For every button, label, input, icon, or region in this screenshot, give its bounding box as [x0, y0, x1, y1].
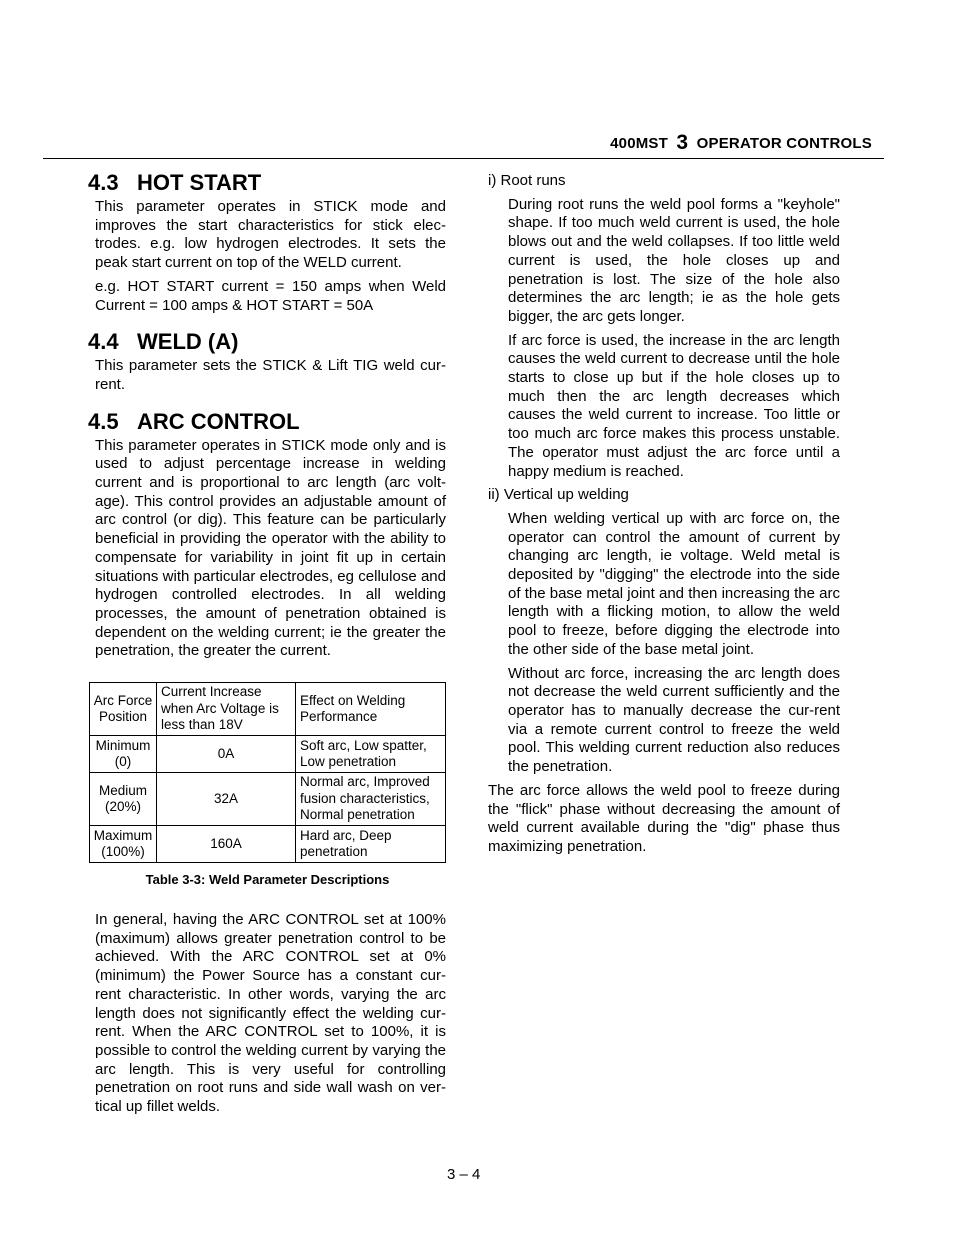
- table-cell: Soft arc, Low spatter, Low penetration: [296, 736, 446, 773]
- table-row: [90, 773, 446, 826]
- section-hot-start: [88, 168, 446, 315]
- subsection-label: ii) Vertical up welding: [488, 486, 629, 504]
- table-cell: Maximum (100%): [90, 826, 157, 863]
- header-rule: [43, 158, 884, 159]
- section-number: 4.4: [88, 329, 119, 355]
- table-cell: Medium (20%): [90, 773, 157, 826]
- section-weld: [88, 327, 446, 394]
- table-header-row: [90, 683, 446, 736]
- table-header-cell: Effect on Welding Performance: [296, 683, 446, 736]
- table-row: [90, 736, 446, 773]
- paragraph: If arc force is used, the increase in the arc length causes the weld current to decrease until the hole starts to close up but if the hole closes up to much then the arc length decreases which causes the weld current to increase. Too little or too much arc force makes this process unstable. The operator must adjust the arc force until a happy medium is reached.: [508, 331, 840, 480]
- header-chapter-number: 3: [676, 131, 689, 154]
- paragraph: e.g. HOT START current = 150 amps when Weld Current = 100 amps & HOT START = 50A: [95, 277, 446, 314]
- paragraph: This parameter sets the STICK & Lift TIG weld cur-rent.: [95, 357, 446, 393]
- section-title: HOT START: [137, 170, 262, 195]
- right-column: [488, 168, 840, 857]
- paragraph: When welding vertical up with arc force on, the operator can control the amount of current by changing arc length, ie voltage. Weld metal is deposited by "digging" the electrode into the side of the base metal joint and then increasing the arc length with a flicking motion, to allow the weld pool to freeze, before digging the electrode into the other side of the base metal joint.: [508, 509, 840, 658]
- section-heading: [88, 407, 446, 437]
- section-arc-control: [88, 407, 446, 661]
- paragraph: In general, having the ARC CONTROL set at 100% (maximum) allows greater penetration control to be achieved. With the ARC CONTROL set at 0% (minimum) the Power Source has a constant cur-rent characteristic. In other words, varying the arc length does not significantly effect the welding cur-rent. When the ARC CONTROL set to 100%, it is possible to control the welding current by varying the arc length. This is very useful for controlling penetration on root runs and side wall wash on ver-tical up fillet welds.: [95, 911, 446, 1116]
- table-header-cell: Arc Force Position: [90, 683, 157, 736]
- weld-parameter-table-block: [89, 682, 446, 887]
- section-heading: [88, 168, 446, 198]
- table-header-cell: Current Increase when Arc Voltage is less than 18V: [157, 683, 296, 736]
- page-number: 3 – 4: [447, 1166, 481, 1183]
- table-cell: 32A: [157, 773, 296, 826]
- section-heading: [88, 327, 446, 357]
- table-cell: 160A: [157, 826, 296, 863]
- paragraph: This parameter operates in STICK mode only and is used to adjust percentage increase in welding current and is proportional to arc length (arc volt-age). This control provides an adjustable amount of arc control (or dig). This feature can be particularly beneficial in providing the operator with the ability to compensate for variability in joint fit up in certain situations with particular electrodes, eg cellulose and hydrogen controlled electrodes. In all welding processes, the amount of penetration obtained is dependent on the welding current; ie the greater the penetration, the greater the current.: [95, 436, 446, 660]
- section-number: 4.3: [88, 170, 119, 195]
- table-caption: Table 3-3: Weld Parameter Descriptions: [145, 872, 390, 888]
- table-cell: Minimum (0): [90, 736, 157, 773]
- section-title: WELD (A): [137, 329, 239, 355]
- paragraph: Without arc force, increasing the arc length does not decrease the weld current sufficiently and the operator has to manually decrease the cur-rent via a remote current control to freeze the weld pool. This welding current reduction also reduces the penetration.: [508, 664, 840, 776]
- paragraph: The arc force allows the weld pool to freeze during the "flick" phase without decreasing the amount of weld current available during the "dig" phase thus maximizing penetration.: [488, 781, 840, 855]
- table-row: [90, 826, 446, 863]
- table-cell: Normal arc, Improved fusion characteristics, Normal penetration: [296, 773, 446, 826]
- subsection-label: i) Root runs: [488, 172, 566, 189]
- table-cell: Hard arc, Deep penetration: [296, 826, 446, 863]
- paragraph: During root runs the weld pool forms a "keyhole" shape. If too much weld current is used, the hole blows out and the weld collapses. If too little weld current is used, the hole closes up and penetration is lost. The size of the hole also determines the arc length; ie as the hole gets bigger, the arc gets longer.: [508, 195, 840, 325]
- header-chapter-title: OPERATOR CONTROLS: [696, 135, 872, 152]
- section-title: ARC CONTROL: [137, 408, 300, 434]
- running-header: [610, 130, 872, 154]
- left-column: [88, 168, 446, 1117]
- weld-parameter-table: [89, 682, 446, 863]
- header-model: 400MST: [610, 135, 668, 152]
- table-cell: 0A: [157, 736, 296, 773]
- paragraph: This parameter operates in STICK mode and improves the start characteristics for stick elec-trodes. e.g. low hydrogen electrodes. It sets the peak start current on top of the WELD current.: [95, 198, 446, 272]
- section-number: 4.5: [88, 408, 119, 434]
